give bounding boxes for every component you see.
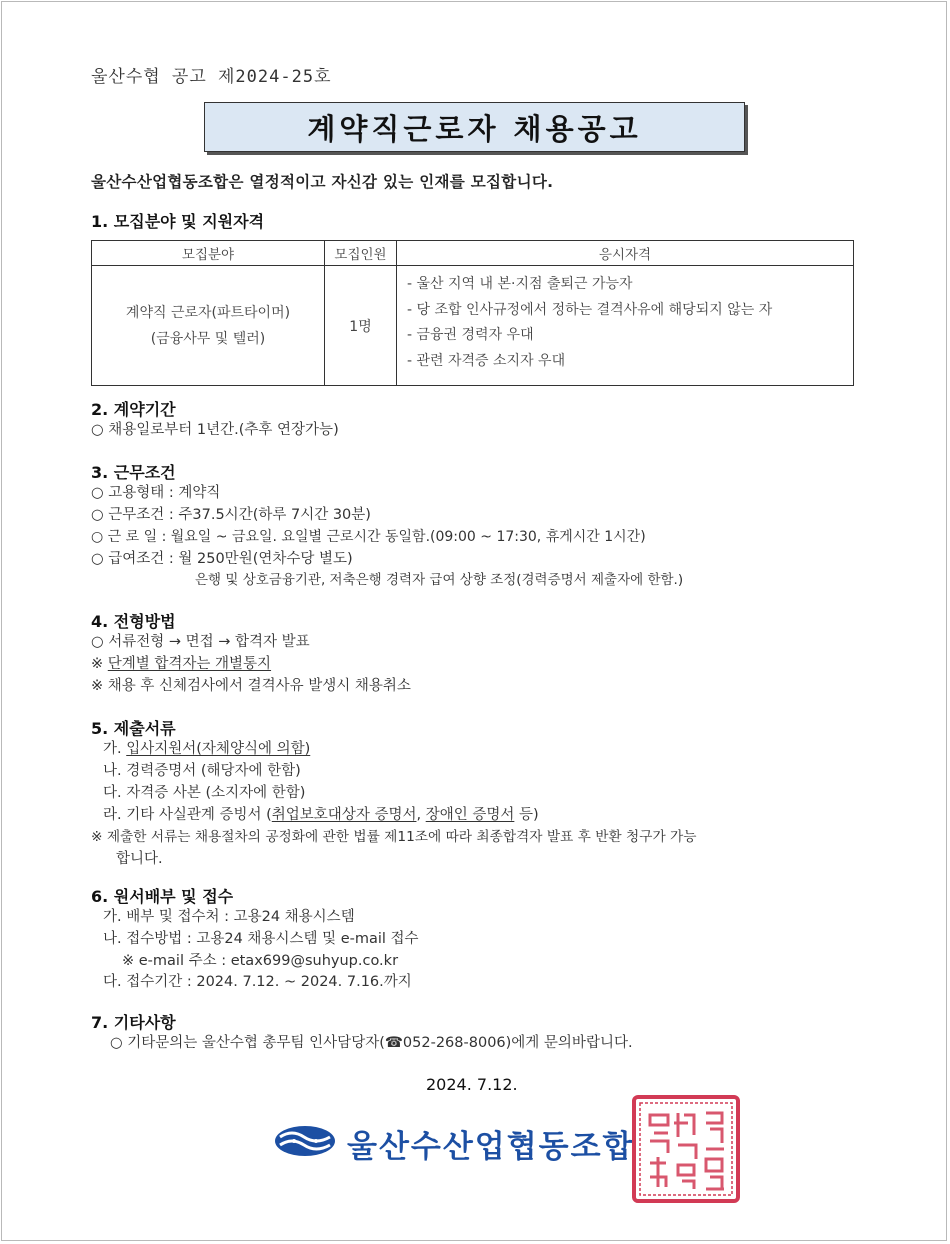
page-title: 계약직근로자 채용공고 [307, 111, 642, 146]
section-7-line: ○ 기타문의는 울산수협 총무팀 인사담당자(☎052-268-8006)에게 문의바랍니다. [110, 1035, 633, 1051]
section-7-heading: 7. 기타사항 [91, 1013, 176, 1032]
section-6-line: 가. 배부 및 접수처 : 고용24 채용시스템 [103, 909, 355, 925]
official-seal-icon [630, 1093, 742, 1205]
qualification-item: - 금융권 경력자 우대 [407, 327, 534, 343]
qualification-item: - 울산 지역 내 본·지점 출퇴근 가능자 [407, 276, 633, 292]
section-4-line: ※ 채용 후 신체검사에서 결격사유 발생시 채용취소 [91, 678, 411, 694]
announcement-date: 2024. 7.12. [426, 1075, 518, 1094]
evidence-text: 라. 기타 사실관계 증빙서 ( [103, 807, 272, 823]
table-cell-count: 1명 [325, 266, 397, 385]
evidence-doc-2: 장애인 증명서 [425, 807, 515, 823]
intro-text: 울산수산업협동조합은 열정적이고 자신감 있는 인재를 모집합니다. [91, 173, 554, 191]
organization-name: 울산수산업협동조합 [347, 1129, 635, 1165]
evidence-separator: , [416, 807, 426, 823]
document-number: 울산수협 공고 제2024-25호 [91, 67, 332, 87]
suhyup-logo-icon [274, 1125, 336, 1157]
section-3-line: ○ 근무조건 : 주37.5시간(하루 7시간 30분) [91, 507, 371, 523]
section-3-line: ○ 근 로 일 : 월요일 ~ 금요일. 요일별 근로시간 동일함.(09:00 ~ 17:30, 휴게시간 1시간) [91, 529, 646, 545]
section-6-line: 나. 접수방법 : 고용24 채용시스템 및 e-mail 접수 [103, 931, 419, 947]
title-box [204, 102, 745, 152]
section-5-line [103, 740, 310, 758]
section-5-line [103, 806, 539, 824]
section-4-heading: 4. 전형방법 [91, 612, 176, 631]
table-header-count: 모집인원 [325, 241, 397, 266]
application-form-item: 입사지원서(자체양식에 의함) [126, 741, 311, 757]
section-2-heading: 2. 계약기간 [91, 400, 176, 419]
section-6-line: 다. 접수기간 : 2024. 7.12. ~ 2024. 7.16.까지 [103, 974, 412, 990]
table-header-qualifications: 응시자격 [397, 241, 853, 266]
section-5-heading: 5. 제출서류 [91, 719, 176, 738]
section-5-line: ※ 제출한 서류는 채용절차의 공정화에 관한 법률 제11조에 따라 최종합격자 발표 후 반환 청구가 가능 [91, 829, 697, 845]
section-3-line: ○ 급여조건 : 월 250만원(연차수당 별도) [91, 551, 353, 567]
evidence-end: 등) [514, 807, 539, 823]
section-4-line [91, 655, 271, 673]
note-mark: ※ [91, 656, 104, 672]
field-line: 계약직 근로자(파트타이머) [125, 304, 291, 321]
section-3-line: 은행 및 상호금융기관, 저축은행 경력자 급여 상향 조정(경력증명서 제출자에 한함.) [195, 572, 684, 588]
table-cell-qualifications [397, 266, 853, 385]
section-6-heading: 6. 원서배부 및 접수 [91, 887, 234, 906]
field-line: (금융사무 및 텔러) [150, 330, 266, 347]
table-cell-field [92, 266, 325, 385]
qualification-item: - 당 조합 인사규정에서 정하는 결격사유에 해당되지 않는 자 [407, 301, 773, 318]
qualification-item: - 관련 자격증 소지자 우대 [407, 352, 566, 369]
item-marker: 가. [103, 741, 122, 757]
section-5-line: 나. 경력증명서 (해당자에 한함) [103, 763, 301, 779]
section-3-line: ○ 고용형태 : 계약직 [91, 485, 221, 501]
section-5-line: 합니다. [116, 851, 163, 867]
evidence-doc-1: 취업보호대상자 증명서 [271, 807, 417, 823]
section-2-line: ○ 채용일로부터 1년간.(추후 연장가능) [91, 422, 339, 438]
underlined-notice: 단계별 합격자는 개별통지 [107, 656, 272, 672]
section-3-heading: 3. 근무조건 [91, 463, 176, 482]
section-6-line: ※ e-mail 주소 : etax699@suhyup.co.kr [122, 953, 399, 969]
recruitment-table [91, 240, 854, 386]
section-5-line: 다. 자격증 사본 (소지자에 한함) [103, 785, 306, 801]
section-4-line: ○ 서류전형 → 면접 → 합격자 발표 [91, 634, 310, 650]
table-header-field: 모집분야 [92, 241, 325, 266]
section-1-heading: 1. 모집분야 및 지원자격 [91, 212, 265, 231]
